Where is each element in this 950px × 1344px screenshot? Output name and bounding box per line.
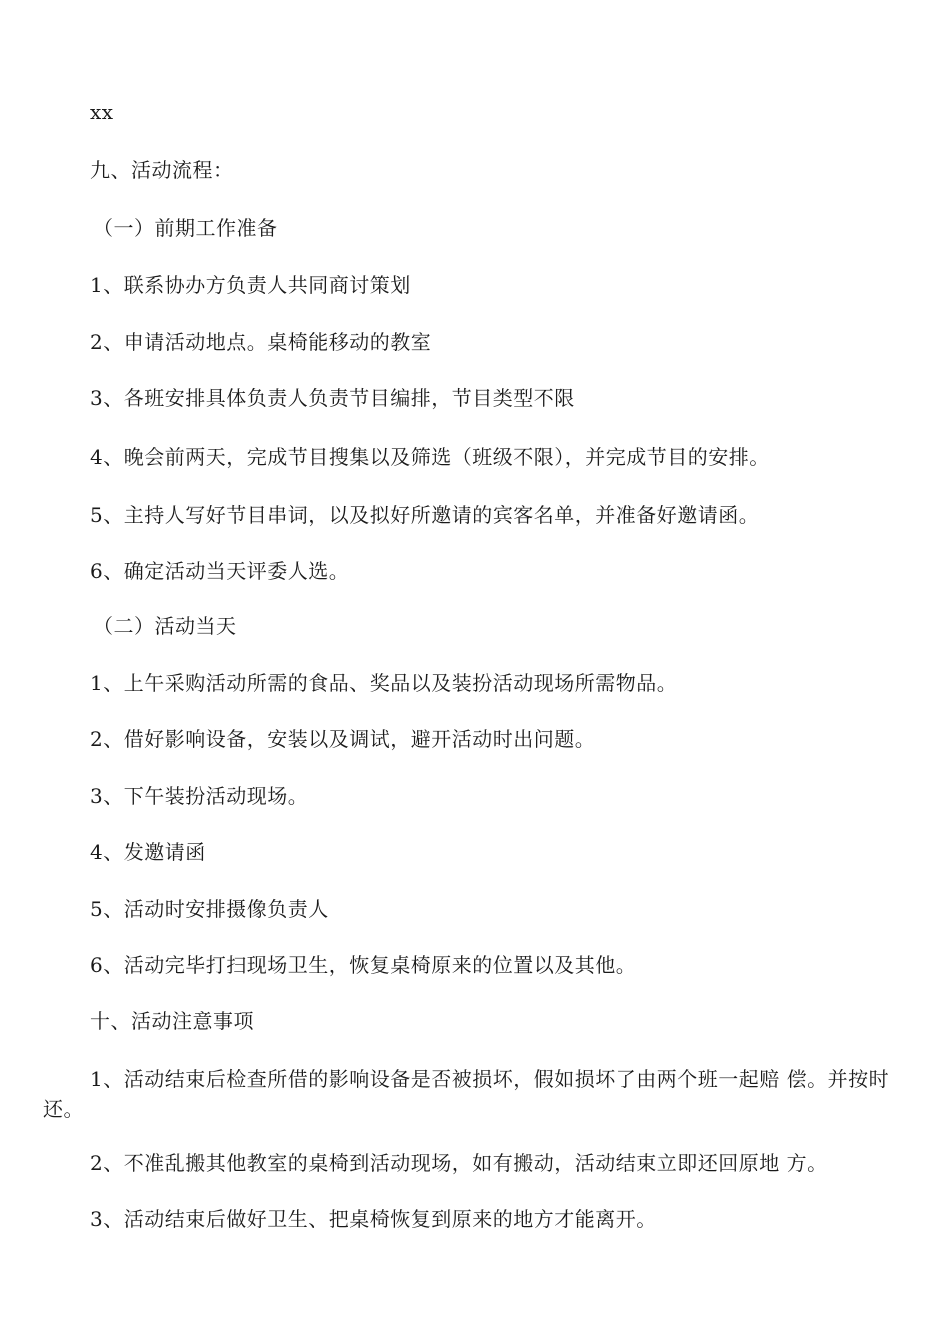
part-2-title: （二）活动当天	[93, 614, 237, 638]
part-1-item-2: 2、申请活动地点。桌椅能移动的教室	[90, 330, 432, 354]
part-1-item-3: 3、各班安排具体负责人负责节目编排，节目类型不限	[90, 386, 575, 410]
section-9-title: 九、活动流程：	[90, 158, 234, 182]
header-fragment: xx	[90, 100, 114, 124]
part-1-title: （一）前期工作准备	[93, 216, 278, 240]
section-10-item-3: 3、活动结束后做好卫生、把桌椅恢复到原来的地方才能离开。	[90, 1207, 657, 1231]
section-10-item-2: 2、不准乱搬其他教室的桌椅到活动现场，如有搬动，活动结束立即还回原地 方。	[90, 1151, 828, 1175]
part-2-item-5: 5、活动时安排摄像负责人	[90, 897, 329, 921]
section-10-title: 十、活动注意事项	[90, 1009, 254, 1033]
part-2-item-6: 6、活动完毕打扫现场卫生，恢复桌椅原来的位置以及其他。	[90, 953, 637, 977]
part-1-item-4: 4、晚会前两天，完成节目搜集以及筛选（班级不限），并完成节目的安排。	[90, 445, 770, 469]
part-2-item-1: 1、上午采购活动所需的食品、奖品以及装扮活动现场所需物品。	[90, 671, 678, 695]
part-1-item-1: 1、联系协办方负责人共同商讨策划	[90, 273, 411, 297]
part-1-item-6: 6、确定活动当天评委人选。	[90, 559, 350, 583]
part-2-item-4: 4、发邀请函	[90, 840, 206, 864]
part-2-item-2: 2、借好影响设备，安装以及调试，避开活动时出问题。	[90, 727, 596, 751]
part-2-item-3: 3、下午装扮活动现场。	[90, 784, 309, 808]
part-1-item-5: 5、主持人写好节目串词，以及拟好所邀请的宾客名单，并准备好邀请函。	[90, 503, 760, 527]
section-10-item-1: 1、活动结束后检查所借的影响设备是否被损坏，假如损坏了由两个班一起赔 偿。并按时还。	[43, 1067, 890, 1121]
